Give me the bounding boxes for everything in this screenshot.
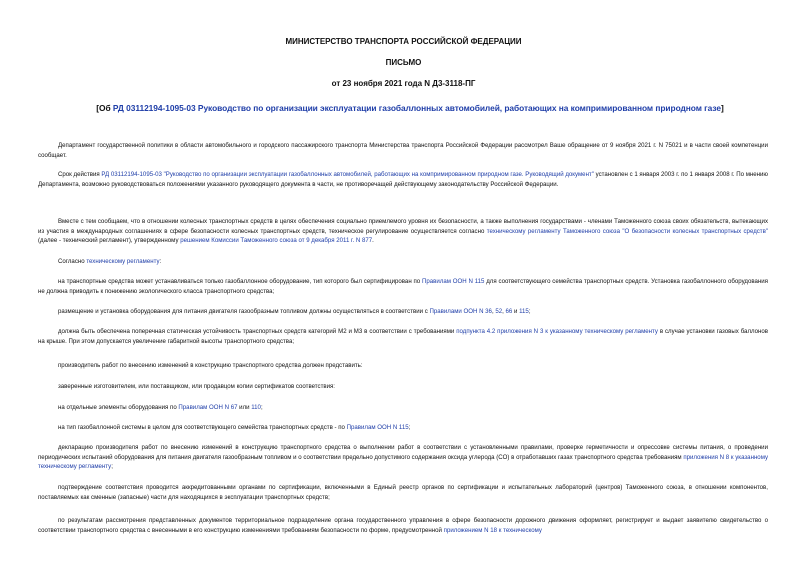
paragraph-6: размещение и установка оборудования для питания двигателя газообразным топливом должны осуществляться в соответствии с Правилами ООН N 36, 52, 66 и 115; <box>58 308 531 315</box>
paragraph-2: Срок действия РД 03112194-1095-03 "Руководство по организации эксплуатации газобаллонных автомобилей, работающих на компримированном природном газе. Руководящий документ" установлен с 1 января 2003 г. по 1 января 2008 г. По мнению Департамента, возможно руководствоваться положениями указанного руководящего документа в части, не противоречащей действующему законодательству Российской Федерации. <box>38 171 768 188</box>
paragraph-8: производитель работ по внесению изменений в конструкцию транспортного средства должен представить: <box>58 362 363 369</box>
title-prefix: [Об <box>96 103 113 113</box>
title-link[interactable]: РД 03112194-1095-03 Руководство по организации эксплуатации газобаллонных автомобилей, работающих на компримированном природном газе <box>112 103 721 113</box>
paragraph-13: подтверждение соответствия проводится аккредитованными органами по сертификации, включенными в Единый реестр органов по сертификации и испытательных лабораторий (центров) Таможенного союза, в отношении компонентов, поставляемых как сменные (запасные) части для находящихся в эксплуатации транспортных средств; <box>38 484 768 501</box>
paragraph-1: Департамент государственной политики в области автомобильного и городского пассажирского транспорта Министерства транспорта Российской Федерации рассмотрел Ваше обращение от 9 ноября 2021 г. N 75021 и в части своей компетенции сообщает. <box>38 142 768 159</box>
un-rules-66-link[interactable]: 66 <box>505 308 513 315</box>
rd-link[interactable]: РД 03112194-1095-03 "Руководство по организации эксплуатации газобаллонных автомобилей, работающих на компримированном природном газе. Руководящий документ" <box>101 171 594 178</box>
tech-regulation-link-2[interactable]: техническому регламенту <box>86 258 160 265</box>
un-rules-110-link[interactable]: 110 <box>251 404 261 411</box>
paragraph-3: Вместе с тем сообщаем, что в отношении колесных транспортных средств в целях обеспечения социально приемлемого уровня их безопасности, а также выполнения государствами - членами Таможенного союза своих обязательств, вытекающих из участия в международных соглашениях в сфере безопасности колесных транспортных средств, техническое регулирование осуществляется согласно техническому регламенту Таможенного союза "О безопасности колесных транспортных средств" (далее - технический регламент), утвержденному решением Комиссии Таможенного союза от 9 декабря 2011 г. N 877. <box>38 218 768 245</box>
un-rules-67-link[interactable]: Правилам ООН N 67 <box>178 404 238 411</box>
ministry-heading: МИНИСТЕРСТВО ТРАНСПОРТА РОССИЙСКОЙ ФЕДЕРАЦИИ <box>285 37 522 46</box>
un-rules-36-link[interactable]: Правилами ООН N 36 <box>429 308 492 315</box>
un-rules-52-link[interactable]: 52 <box>495 308 503 315</box>
annex-18-link[interactable]: приложением N 18 к техническому <box>443 526 542 534</box>
un-rules-115-link[interactable]: Правилам ООН N 115 <box>422 278 485 285</box>
commission-decision-link[interactable]: решением Комиссии Таможенного союза от 9 декабря 2011 г. N 877 <box>180 237 373 245</box>
paragraph-4: Согласно техническому регламенту: <box>58 258 162 265</box>
annex-8-link[interactable]: приложения N 8 к указанному техническому регламенту <box>38 453 768 471</box>
paragraph-5: на транспортные средства может устанавливаться только газобаллонное оборудование, тип которого был сертифицирован по Правилам ООН N 115 для соответствующего семейства транспортных средств. Установка газобаллонного оборудования не должна приводить к понижению экологического класса транспортного средства; <box>38 278 768 295</box>
paragraph-12: декларацию производителя работ по внесению изменений в конструкцию транспортного средства о выполнении работ в соответствии с установленными правилами, проверке герметичности и опрессовке системы питания, о проведении периодических испытаний оборудования для питания двигателя газообразным топливом и о соответствии предельно допустимого содержания оксида углерода (CO) в отработавших газах транспортного средства требованиям приложения N 8 к указанному техническому регламенту; <box>38 444 768 471</box>
tech-regulation-link[interactable]: техническому регламенту Таможенного союза "О безопасности колесных транспортных средств" <box>486 227 768 235</box>
document-title <box>50 103 770 113</box>
annex-3-link[interactable]: подпункта 4.2 приложения N 3 к указанному техническому регламенту <box>456 328 658 335</box>
paragraph-10: на отдельные элементы оборудования по Правилам ООН N 67 или 110; <box>58 404 263 411</box>
document-type: ПИСЬМО <box>385 58 422 67</box>
un-rules-115-link-2[interactable]: 115 <box>519 308 529 315</box>
paragraph-7: должна быть обеспечена поперечная статическая устойчивость транспортных средств категорий М2 и М3 в соответствии с требованиями подпункта 4.2 приложения N 3 к указанному техническому регламенту в случае установки газовых баллонов на крыше. При этом допускается увеличение габаритной высоты транспортного средства; <box>38 328 769 345</box>
paragraph-11: на тип газобаллонной системы в целом для соответствующего семейства транспортных средств - по Правилам ООН N 115; <box>58 424 411 431</box>
document-date-number: от 23 ноября 2021 года N Д3-3118-ПГ <box>331 79 476 88</box>
paragraph-14: по результатам рассмотрения представленных документов территориальное подразделение органа государственного управления в сфере безопасности дорожного движения оформляет, регистрирует и выдает заявителю свидетельство о соответствии транспортного средства с внесенными в его конструкцию изменениями требованиям безопасности по форме, предусмотренной приложением N 18 к техническому <box>38 517 768 534</box>
paragraph-9: заверенные изготовителем, или поставщиком, или продавцом копии сертификатов соответствия: <box>58 383 335 390</box>
title-suffix: ] <box>720 103 724 113</box>
un-rules-115-link-3[interactable]: Правилам ООН N 115 <box>346 424 409 431</box>
